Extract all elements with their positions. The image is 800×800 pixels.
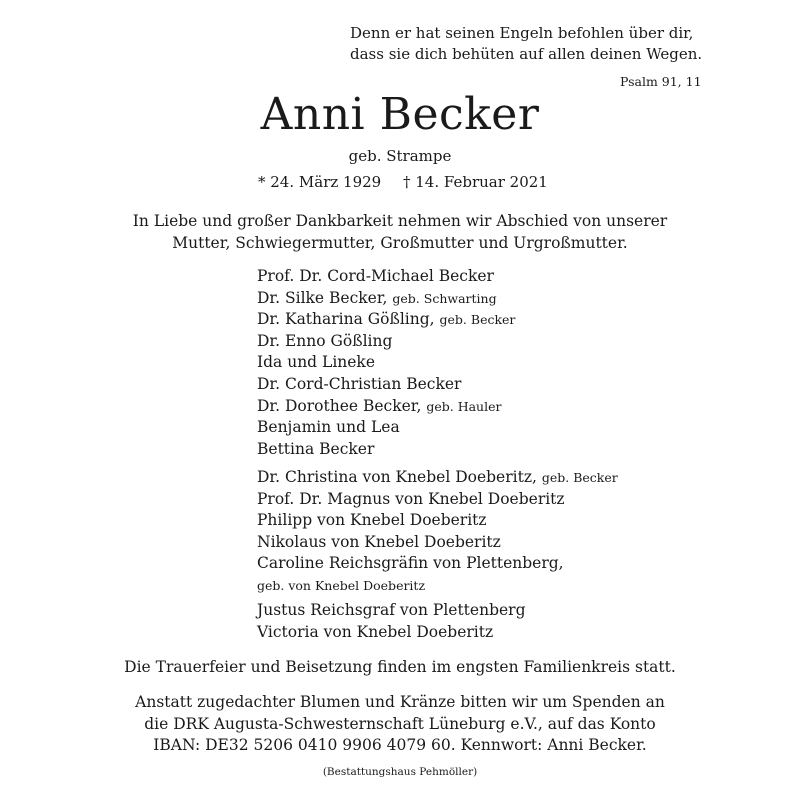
verse-line-2: dass sie dich behüten auf allen deinen Wegen.: [350, 45, 703, 63]
mourner-name: Bettina Becker: [257, 439, 375, 458]
mourners-list-3: [257, 600, 526, 643]
death-date: † 14. Februar 2021: [403, 173, 548, 191]
verse-reference: Psalm 91, 11: [620, 74, 702, 89]
mourner-name: Dr. Katharina Gößling, geb. Becker: [257, 310, 516, 329]
mourners-list-1: [257, 266, 515, 460]
deceased-name: Anni Becker: [260, 89, 540, 140]
mourner-name: Dr. Silke Becker, geb. Schwarting: [257, 288, 497, 307]
undertaker-credit: (Bestattungshaus Pehmöller): [322, 766, 478, 778]
mourner-name: Ida und Lineke: [257, 353, 375, 372]
verse-line-1: Denn er hat seinen Engeln befohlen über dir,: [350, 24, 694, 42]
funeral-notice: Die Trauerfeier und Beisetzung finden im engsten Familienkreis statt.: [124, 658, 676, 676]
maiden-name: geb. Strampe: [348, 147, 452, 165]
mourner-name: Dr. Dorothee Becker, geb. Hauler: [257, 396, 502, 415]
mourner-name: Justus Reichsgraf von Plettenberg: [257, 601, 526, 619]
mourner-maiden-note: geb. von Knebel Doeberitz: [257, 577, 426, 593]
mourner-name: Benjamin und Lea: [257, 418, 400, 437]
donation-line-3: IBAN: DE32 5206 0410 9906 4079 60. Kennwort: Anni Becker.: [153, 736, 647, 754]
mourner-name: Prof. Dr. Magnus von Knebel Doeberitz: [257, 489, 565, 508]
mourner-name: Philipp von Knebel Doeberitz: [257, 511, 487, 530]
donation-line-2: die DRK Augusta-Schwesternschaft Lüneburg e.V., auf das Konto: [144, 714, 656, 733]
mourner-name: Caroline Reichsgräfin von Plettenberg,: [257, 554, 564, 573]
farewell-text: [0, 211, 800, 254]
mourner-name: Dr. Christina von Knebel Doeberitz, geb. Becker: [257, 468, 618, 486]
farewell-line-2: Mutter, Schwiegermutter, Großmutter und Urgroßmutter.: [172, 233, 628, 252]
bible-verse: [350, 23, 702, 65]
mourner-name: Dr. Enno Gößling: [257, 331, 393, 350]
farewell-line-1: In Liebe und großer Dankbarkeit nehmen wir Abschied von unserer: [132, 212, 668, 230]
mourner-name: Dr. Cord-Christian Becker: [257, 374, 462, 393]
mourner-name: Victoria von Knebel Doeberitz: [257, 622, 494, 641]
mourner-name: Nikolaus von Knebel Doeberitz: [257, 532, 501, 551]
mourner-name: Prof. Dr. Cord-Michael Becker: [257, 267, 494, 285]
birth-date: * 24. März 1929: [258, 173, 382, 191]
donation-request: [0, 692, 800, 757]
donation-line-1: Anstatt zugedachter Blumen und Kränze bitten wir um Spenden an: [135, 693, 665, 711]
mourners-list-2: [257, 467, 618, 597]
